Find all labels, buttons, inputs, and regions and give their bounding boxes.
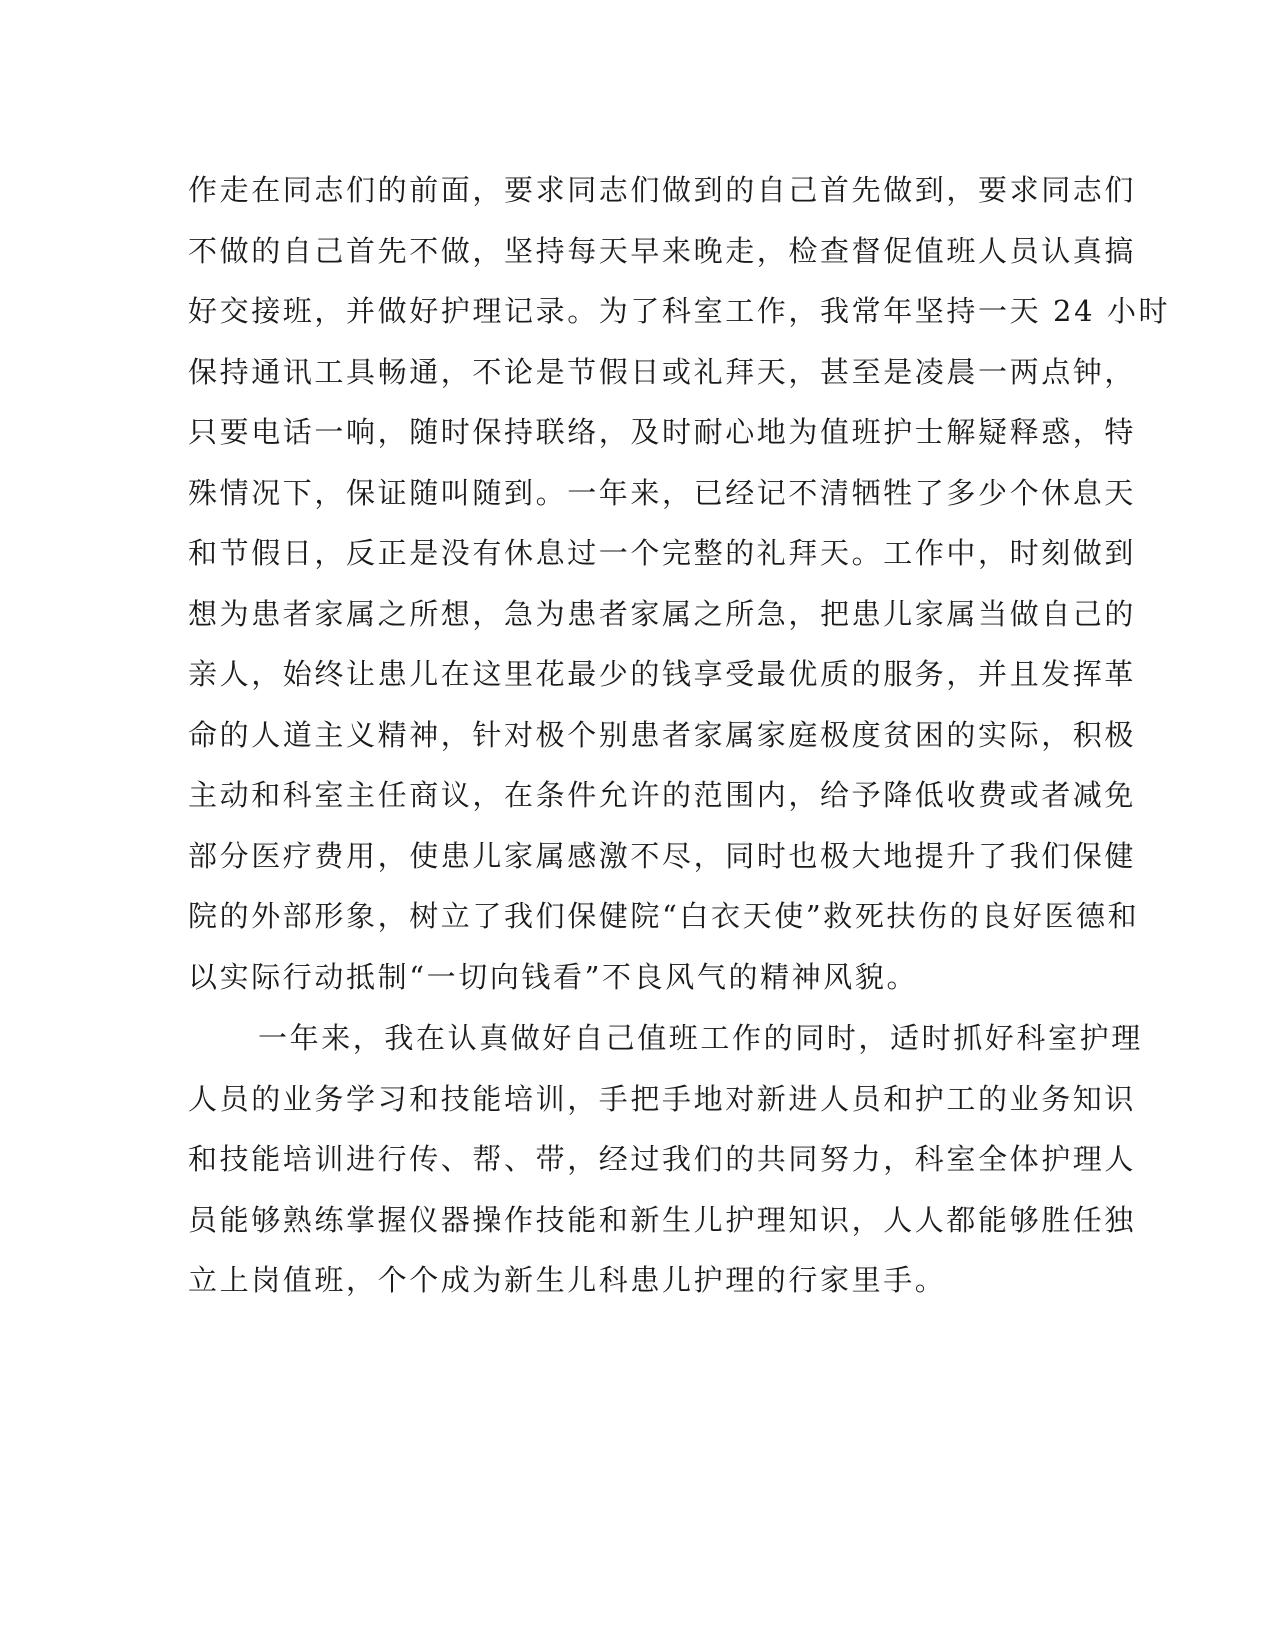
text-line: 部分医疗费用，使患儿家属感激不尽，同时也极大地提升了我们保健 — [188, 838, 1137, 873]
text-line: 和技能培训进行传、帮、带，经过我们的共同努力，科室全体护理人 — [188, 1142, 1137, 1176]
text-line: 员能够熟练掌握仪器操作技能和新生儿护理知识，人人都能够胜任独 — [188, 1202, 1137, 1237]
text-line: 作走在同志们的前面，要求同志们做到的自己首先做到，要求同志们 — [188, 173, 1137, 207]
text-line: 立上岗值班，个个成为新生儿科患儿护理的行家里手。 — [188, 1263, 947, 1297]
text-line: 殊情况下，保证随叫随到。一年来，已经记不清牺牲了多少个休息天 — [188, 475, 1137, 510]
text-line: 以实际行动抵制“一切向钱看”不良风气的精神风貌。 — [188, 959, 919, 994]
paragraph-1 — [188, 160, 1171, 1007]
text-line: 亲人，始终让患儿在这里花最少的钱享受最优质的服务，并且发挥革 — [188, 657, 1137, 691]
text-line: 一年来，我在认真做好自己值班工作的同时，适时抓好科室护理 — [258, 1021, 1143, 1055]
text-line: 不做的自己首先不做，坚持每天早来晚走，检查督促值班人员认真搞 — [188, 233, 1137, 268]
text-line: 和节假日，反正是没有休息过一个完整的礼拜天。工作中，时刻做到 — [188, 536, 1137, 570]
paragraph-2 — [188, 1008, 1143, 1311]
text-line: 人员的业务学习和技能培训，手把手地对新进人员和护工的业务知识 — [188, 1081, 1137, 1116]
text-line: 好交接班，并做好护理记录。为了科室工作，我常年坚持一天 24 小时 — [188, 294, 1171, 328]
text-line: 命的人道主义精神，针对极个别患者家属家庭极度贫困的实际，积极 — [188, 717, 1137, 752]
text-line: 只要电话一响，随时保持联络，及时耐心地为值班护士解疑释惑，特 — [188, 415, 1137, 449]
text-line: 主动和科室主任商议，在条件允许的范围内，给予降低收费或者减免 — [188, 778, 1137, 812]
text-line: 想为患者家属之所想，急为患者家属之所急，把患儿家属当做自己的 — [188, 596, 1137, 631]
text-line: 保持通讯工具畅通，不论是节假日或礼拜天，甚至是凌晨一两点钟， — [188, 354, 1137, 389]
text-line: 院的外部形象，树立了我们保健院“白衣天使”救死扶伤的良好医德和 — [188, 899, 1140, 933]
